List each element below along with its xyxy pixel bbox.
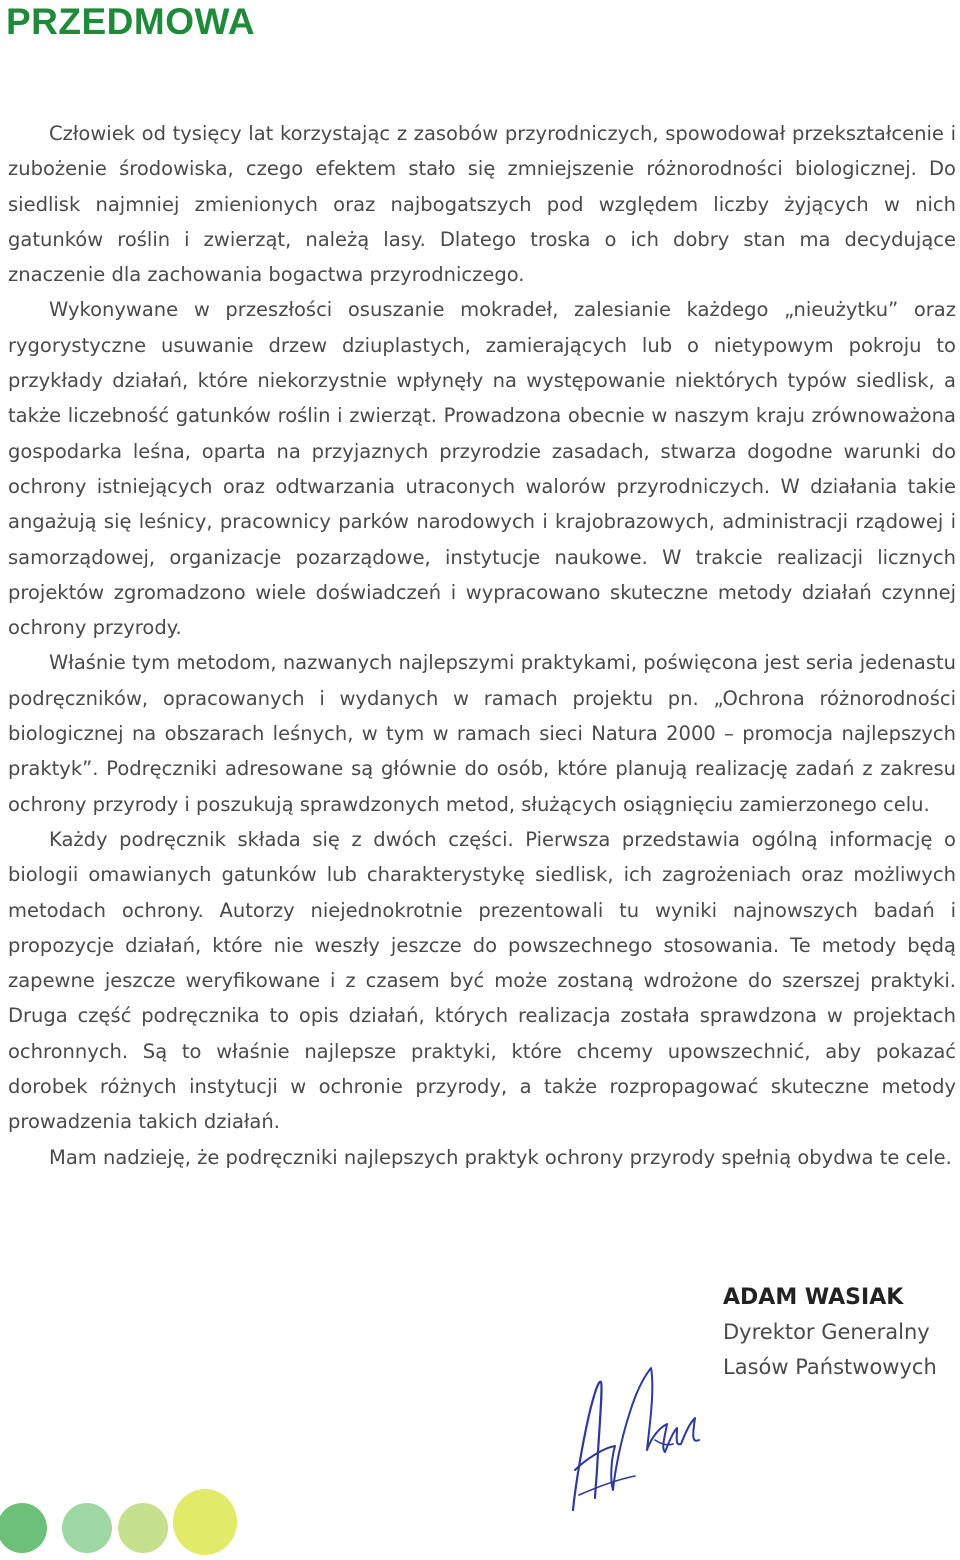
decorative-dot <box>118 1503 168 1553</box>
signatory-name: ADAM WASIAK <box>723 1285 904 1310</box>
handwritten-signature <box>555 1320 715 1520</box>
paragraph-5: Mam nadzieję, że podręczniki najlepszych praktyk ochrony przyrody spełnią obydwa te cele. <box>49 1145 952 1169</box>
decorative-dot <box>62 1503 112 1553</box>
paragraph-3: Właśnie tym metodom, nazwanych najlepszymi praktykami, poświęcona jest seria jedenastu podręczników, opracowanych i wydanych w ramach projektu pn. „Ochrona różnorodności biologicznej na obszarach leśnych, w tym w ramach sieci Natura 2000 – promocja najlepszych praktyk”. Podręczniki adresowane są głównie do osób, które planują realizację zadań z zakresu ochrony przyrody i poszukują sprawdzonych metod, służących osiągnięciu zamierzonego celu. <box>8 651 956 816</box>
signature-block <box>723 1280 958 1385</box>
signatory-title: Dyrektor Generalny <box>723 1320 930 1344</box>
signatory-institution: Lasów Państwowych <box>723 1355 937 1379</box>
decorative-dots <box>0 1485 260 1560</box>
paragraph-4: Każdy podręcznik składa się z dwóch części. Pierwsza przedstawia ogólną informację o biologii omawianych gatunków lub charakterystykę siedlisk, ich zagrożeniach oraz możliwych metodach ochrony. Autorzy niejednokrotnie prezentowali tu wyniki najnowszych badań i propozycje działań, które nie weszły jeszcze do powszechnego stosowania. Te metody będą zapewne jeszcze weryfikowane i z czasem być może zostaną wdrożone do szerszej praktyki. Druga część podręcznika to opis działań, których realizacja została sprawdzona w projektach ochronnych. Są to właśnie najlepsze praktyki, które chcemy upowszechnić, aby pokazać dorobek różnych instytucji w ochronie przyrody, a także rozpropagować skuteczne metody prowadzenia takich działań. <box>8 827 956 1134</box>
decorative-dot <box>173 1489 237 1555</box>
paragraph-2: Wykonywane w przeszłości osuszanie mokradeł, zalesianie każdego „nieużytku” oraz rygorystyczne usuwanie drzew dziuplastych, zamierających lub o nietypowym pokroju to przykłady działań, które niekorzystnie wpłynęły na występowanie niektórych typów siedlisk, a także liczebność gatunków roślin i zwierząt. Prowadzona obecnie w naszym kraju zrównoważona gospodarka leśna, oparta na przyjaznych przyrodzie zasadach, stwarza dogodne warunki do ochrony istniejących oraz odtwarzania utraconych walorów przyrodniczych. W działania takie angażują się leśnicy, pracownicy parków narodowych i krajobrazowych, administracji rządowej i samorządowej, organizacje pozarządowe, instytucje naukowe. W trakcie realizacji licznych projektów zgromadzono wiele doświadczeń i wypracowano skuteczne metody działań czynnej ochrony przyrody. <box>8 298 956 640</box>
preface-body <box>8 116 956 1175</box>
decorative-dot <box>0 1503 47 1553</box>
paragraph-1: Człowiek od tysięcy lat korzystając z zasobów przyrodniczych, spowodował przekształcenie i zubożenie środowiska, czego efektem stało się zmniejszenie różnorodności biologicznej. Do siedlisk najmniej zmienionych oraz najbogatszych pod względem liczby żyjących w nich gatunków roślin i zwierząt, należą lasy. Dlatego troska o ich dobry stan ma decydujące znaczenie dla zachowania bogactwa przyrodniczego. <box>8 122 956 287</box>
page-title: PRZEDMOWA <box>6 1 256 42</box>
